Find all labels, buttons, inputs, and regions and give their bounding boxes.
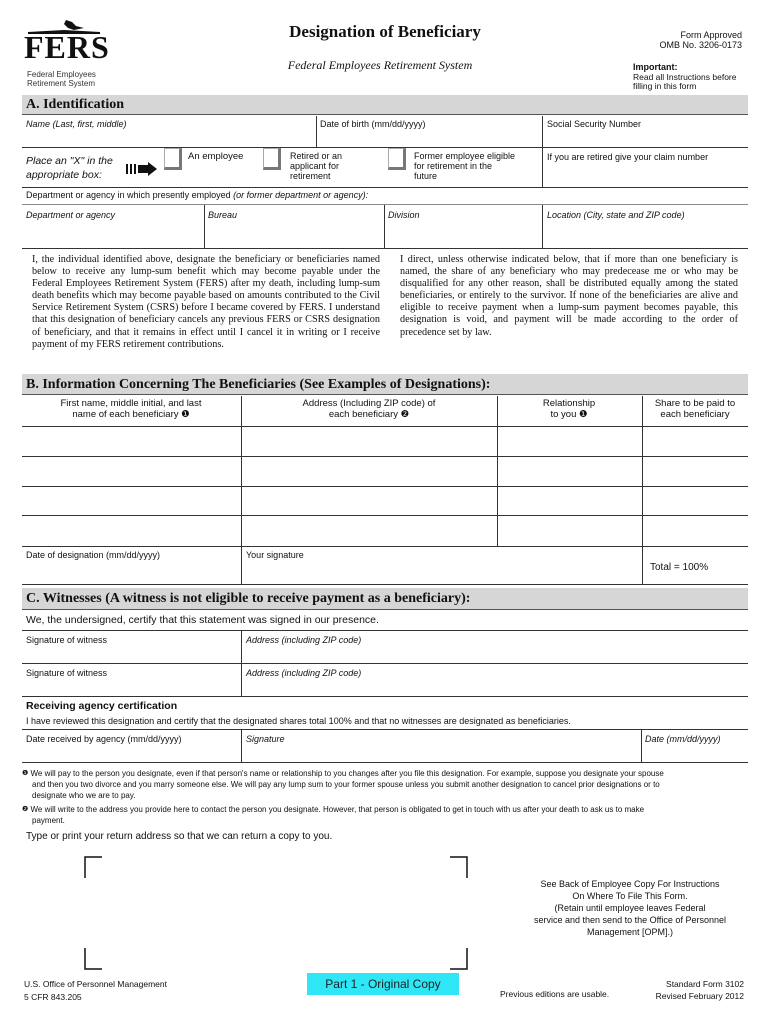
date-received-label: Date received by agency (mm/dd/yyyy) bbox=[26, 734, 182, 744]
date-of-designation-text: Date of designation (mm/dd/yyyy) bbox=[26, 550, 161, 560]
logo-text: FERS bbox=[24, 29, 110, 65]
previous-editions: Previous editions are usable. bbox=[500, 989, 610, 999]
footnote-1-line-2: and then you two divorce and you marry someone else. We will pay any lump sum to your former spouse unless you submit another designation to cancel prior designations or to bbox=[32, 780, 660, 789]
ssn-label: Social Security Number bbox=[547, 119, 642, 129]
your-signature-input[interactable] bbox=[244, 562, 638, 582]
opt-retired-1: Retired or an bbox=[290, 151, 343, 161]
footnote-1-line-1: We will pay to the person you designate, even if that person's name or relationship to you changes after you file this designation. For example, suppose you designate your spouse bbox=[30, 769, 664, 778]
agency-date-label: Date (mm/dd/yyyy) bbox=[645, 734, 721, 744]
receiving-heading: Receiving agency certification bbox=[26, 700, 178, 712]
logo-caption bbox=[27, 70, 117, 88]
beneficiary-row[interactable] bbox=[24, 428, 638, 454]
agency-signature-label: Signature bbox=[246, 734, 285, 744]
division-label: Division bbox=[388, 210, 420, 220]
dob-input[interactable] bbox=[318, 130, 540, 146]
opt-retired-2: applicant for bbox=[290, 161, 340, 171]
bureau-label: Bureau bbox=[208, 210, 238, 220]
footnote-1-marker: ❶ bbox=[22, 770, 29, 777]
witness-2-signature-input[interactable] bbox=[24, 680, 238, 694]
receiving-text: I have reviewed this designation and certify that the designated shares total 100% and that no witnesses are designated as beneficiaries. bbox=[26, 716, 571, 726]
footnote-2-line-1: We will write to the address you provide here to contact the person you designate. However, that person is obligated to get in touch with us after your death to ask us to make bbox=[30, 805, 645, 814]
omb-number: OMB No. 3206-0173 bbox=[659, 40, 742, 50]
witness-2-address-label: Address (including ZIP code) bbox=[246, 668, 362, 678]
col-share-header bbox=[644, 398, 746, 420]
dept-label: Department or agency bbox=[26, 210, 116, 220]
name-input[interactable] bbox=[24, 130, 314, 146]
col-address-2: each beneficiary ❷ bbox=[328, 409, 410, 420]
important-text-2: filling in this form bbox=[633, 81, 697, 91]
designation-paragraph-left: I, the individual identified above, designate the beneficiary or beneficiaries named below to receive any lump-sum benefit which may become payable under the Federal Employees Retirement System (FERS) after my death, including lump-sum death benefits which may become payable based on amounts contributed to the Civil Service Retirement System (CSRS) before I became covered by FERS. I understand that this designation of beneficiary cancels any previous FERS or CSRS designation of beneficiary, and that it remains in effect until I cancel it in writing or I receive payment of my FERS retirement contributions. bbox=[32, 254, 380, 350]
beneficiary-row[interactable] bbox=[24, 517, 638, 544]
col-address-header bbox=[244, 398, 494, 420]
col-name-1: First name, middle initial, and last bbox=[60, 398, 202, 409]
section-a-heading: A. Identification bbox=[22, 95, 748, 115]
footnote-1 bbox=[22, 768, 748, 801]
standard-form: Standard Form 3102 bbox=[666, 979, 744, 989]
opm-footer: U.S. Office of Personnel Management bbox=[24, 979, 168, 989]
section-c-heading: C. Witnesses (A witness is not eligible to receive payment as a beneficiary): bbox=[22, 588, 748, 610]
form-subtitle: Federal Employees Retirement System bbox=[287, 58, 473, 72]
fers-logo bbox=[24, 18, 110, 70]
ssn-input[interactable] bbox=[545, 130, 745, 146]
place-x-line-2: appropriate box: bbox=[26, 169, 102, 181]
agency-signature-input[interactable] bbox=[244, 746, 638, 760]
location-input[interactable] bbox=[545, 222, 745, 244]
form-title: Designation of Beneficiary bbox=[289, 22, 481, 41]
claim-number-input[interactable] bbox=[545, 164, 745, 184]
witness-1-signature-label: Signature of witness bbox=[26, 635, 108, 645]
total-label: Total = 100% bbox=[650, 562, 709, 573]
witness-2-address-input[interactable] bbox=[244, 680, 744, 694]
col-name-2: name of each beneficiary ❶ bbox=[72, 409, 190, 420]
name-label bbox=[26, 119, 127, 129]
filing-instr-4: service and then send to the Office of Personnel bbox=[534, 915, 726, 925]
place-x-label bbox=[26, 154, 113, 182]
filing-instr-3: (Retain until employee leaves Federal bbox=[554, 903, 706, 913]
arrow-icon bbox=[126, 162, 158, 178]
important-text-1: Read all Instructions before bbox=[633, 72, 737, 82]
witness-1-signature-input[interactable] bbox=[24, 647, 238, 661]
return-address-input[interactable] bbox=[90, 862, 460, 962]
division-input[interactable] bbox=[386, 222, 540, 244]
opt-retired-3: retirement bbox=[290, 171, 331, 181]
your-signature-label: Your signature bbox=[246, 550, 304, 560]
revised-date: Revised February 2012 bbox=[655, 991, 744, 1001]
location-label: Location (City, state and ZIP code) bbox=[547, 210, 685, 220]
filing-instr-1: See Back of Employee Copy For Instructions bbox=[540, 879, 720, 889]
col-rel-1: Relationship bbox=[542, 398, 596, 409]
retired-checkbox[interactable] bbox=[263, 148, 281, 170]
dept-heading bbox=[26, 190, 368, 200]
witness-certify-text: We, the undersigned, certify that this statement was signed in our presence. bbox=[26, 614, 379, 626]
date-of-designation-input[interactable] bbox=[24, 562, 238, 582]
section-b-heading: B. Information Concerning The Beneficiaries (See Examples of Designations): bbox=[22, 374, 748, 395]
copy-badge bbox=[307, 973, 459, 995]
place-x-line-1: Place an "X" in the bbox=[26, 155, 113, 167]
col-relationship-header bbox=[500, 398, 638, 420]
bureau-input[interactable] bbox=[206, 222, 384, 244]
opt-employee-label: An employee bbox=[188, 151, 244, 162]
footnote-2-marker: ❷ bbox=[22, 806, 29, 813]
witness-1-address-input[interactable] bbox=[244, 647, 744, 661]
agency-date-input[interactable] bbox=[645, 746, 745, 760]
date-received-input[interactable] bbox=[24, 746, 238, 760]
filing-instructions bbox=[510, 878, 750, 938]
return-address-label: Type or print your return address so that we can return a copy to you. bbox=[26, 831, 333, 842]
date-of-designation-label bbox=[26, 550, 160, 560]
footnote-2-line-2: payment. bbox=[32, 816, 65, 825]
dob-label: Date of birth (mm/dd/yyyy) bbox=[320, 119, 426, 129]
col-rel-2: to you ❶ bbox=[550, 409, 588, 420]
filing-instr-2: On Where To File This Form. bbox=[572, 891, 688, 901]
filing-instr-5: Management [OPM].) bbox=[586, 927, 674, 937]
opt-former-label bbox=[414, 151, 515, 181]
cfr-footer: 5 CFR 843.205 bbox=[24, 992, 82, 1002]
opt-retired-label bbox=[290, 151, 342, 181]
opt-former-3: future bbox=[414, 171, 438, 181]
col-name-header bbox=[24, 398, 238, 420]
witness-1-address-label: Address (including ZIP code) bbox=[246, 635, 362, 645]
dept-heading-plain: Department or agency in which presently employed bbox=[26, 190, 234, 200]
beneficiary-row[interactable] bbox=[24, 488, 638, 514]
beneficiary-row[interactable] bbox=[24, 458, 638, 484]
footnote-2 bbox=[22, 804, 748, 826]
witness-2-signature-label: Signature of witness bbox=[26, 668, 108, 678]
form-approved: Form Approved bbox=[680, 30, 742, 40]
col-address-1: Address (Including ZIP code) of bbox=[302, 398, 436, 409]
copy-badge-text: Part 1 - Original Copy bbox=[325, 977, 441, 991]
opt-former-1: Former employee eligible bbox=[414, 151, 516, 161]
col-share-1: Share to be paid to bbox=[654, 398, 736, 409]
opt-former-2: for retirement in the bbox=[414, 161, 493, 171]
name-label-text: Name (Last, first, middle) bbox=[26, 119, 127, 129]
designation-paragraph-right: I direct, unless otherwise indicated below, that if more than one beneficiary is named, the share of any beneficiary who may predecease me or who may be disqualified for any other reason, shall be distributed equally among the stated beneficiaries, or entirely to the survivor. If none of the beneficiaries are alive and eligible to receive payment when a lump-sum payment becomes payable, this designation is void, and payment will be made according to the order of precedence set by law. bbox=[400, 254, 738, 338]
former-employee-checkbox[interactable] bbox=[388, 148, 406, 170]
important-label: Important: bbox=[633, 62, 678, 72]
dept-input[interactable] bbox=[24, 222, 202, 244]
claim-number-label: If you are retired give your claim number bbox=[547, 152, 709, 162]
logo-caption-text: Federal Employees Retirement System bbox=[27, 70, 96, 88]
dept-heading-italic: (or former department or agency): bbox=[233, 190, 369, 200]
footnote-1-line-3: designate who we are to pay. bbox=[32, 791, 136, 800]
employee-checkbox[interactable] bbox=[164, 148, 182, 170]
col-share-2: each beneficiary bbox=[660, 409, 730, 420]
